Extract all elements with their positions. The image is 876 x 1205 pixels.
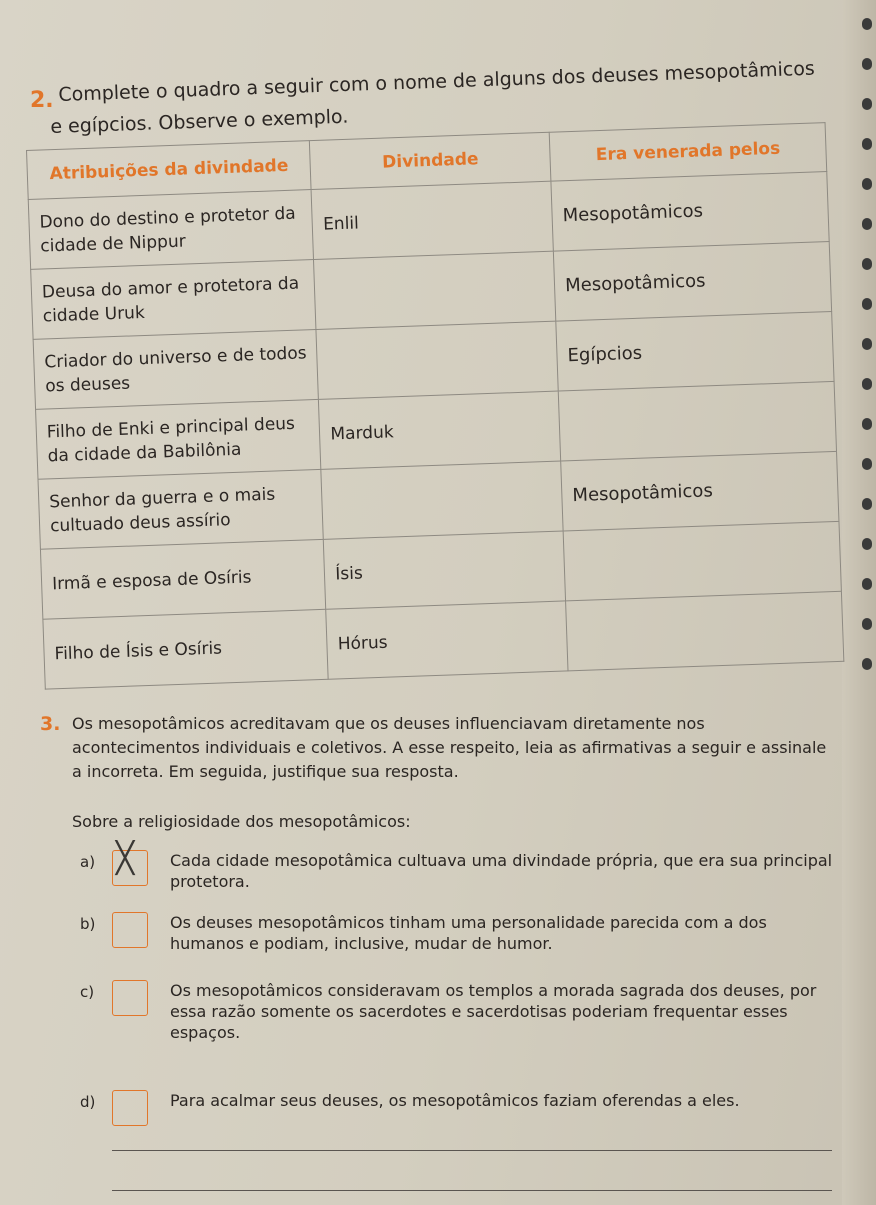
option-letter: a): [80, 853, 96, 871]
option-c: [80, 980, 840, 1043]
cell-venerada[interactable]: [563, 521, 841, 601]
cell-venerada[interactable]: Egípcios: [556, 311, 834, 391]
cell-venerada[interactable]: Mesopotâmicos: [551, 172, 829, 252]
cell-attr: Senhor da guerra e o mais cultuado deus assírio: [38, 469, 324, 549]
header-divindade: Divindade: [310, 132, 551, 189]
option-text: Para acalmar seus deuses, os mesopotâmicos faziam oferendas a eles.: [170, 1091, 740, 1110]
cell-divindade[interactable]: Ísis: [324, 531, 566, 609]
header-venerada: Era venerada pelos: [549, 123, 826, 182]
cell-divindade[interactable]: [316, 321, 558, 399]
q3-text: Os mesopotâmicos acreditavam que os deuses influenciavam diretamente nos acontecimentos individuais e coletivos. A esse respeito, leia as afirmativas a seguir e assinale a incorreta. Em seguida, justifique sua resposta.: [72, 714, 827, 781]
cell-divindade[interactable]: [314, 251, 556, 329]
cell-attr: Filho de Ísis e Osíris: [43, 609, 329, 689]
option-b-checkbox[interactable]: [112, 912, 148, 948]
option-letter: d): [80, 1093, 96, 1111]
cell-attr: Irmã e esposa de Osíris: [40, 539, 326, 619]
header-atribuicoes: Atribuições da divindade: [27, 141, 312, 200]
q2-line1: Complete o quadro a seguir com o nome de alguns dos deuses mesopotâmicos: [58, 57, 816, 106]
cell-divindade[interactable]: [321, 461, 563, 539]
spiral-binding: [842, 0, 876, 1205]
option-b: [80, 912, 840, 954]
answer-line[interactable]: [112, 1190, 832, 1191]
cell-attr: Deusa do amor e protetora da cidade Uruk: [31, 260, 317, 340]
cell-divindade[interactable]: Hórus: [326, 601, 568, 679]
answer-line[interactable]: [112, 1150, 832, 1151]
cell-venerada[interactable]: Mesopotâmicos: [553, 242, 831, 322]
q3-number: 3.: [40, 713, 61, 735]
option-text: Os deuses mesopotâmicos tinham uma personalidade parecida com a dos humanos e podiam, inclusive, mudar de humor.: [170, 913, 767, 953]
cell-venerada[interactable]: [566, 591, 844, 671]
q2-number: 2.: [30, 88, 54, 113]
x-mark-icon: ╳: [116, 841, 135, 876]
deities-table: [26, 122, 846, 730]
cell-divindade[interactable]: Marduk: [319, 391, 561, 469]
option-letter: c): [80, 983, 95, 1001]
option-c-checkbox[interactable]: [112, 980, 148, 1016]
cell-venerada[interactable]: Mesopotâmicos: [561, 451, 839, 531]
cell-attr: Criador do universo e de todos os deuses: [33, 329, 319, 409]
cell-venerada[interactable]: [558, 381, 836, 461]
question-3: [40, 712, 830, 784]
cell-attr: Filho de Enki e principal deus da cidade da Babilônia: [36, 399, 322, 479]
option-a: [80, 841, 840, 892]
option-d-checkbox[interactable]: [112, 1090, 148, 1126]
cell-attr: Dono do destino e protetor da cidade de Nippur: [28, 190, 314, 270]
option-d: [80, 1090, 840, 1111]
option-text: Cada cidade mesopotâmica cultuava uma divindade própria, que era sua principal protetora.: [170, 851, 833, 891]
option-text: Os mesopotâmicos consideravam os templos a morada sagrada dos deuses, por essa razão somente os sacerdotes e sacerdotisas poderiam frequentar esses espaços.: [170, 981, 817, 1042]
option-letter: b): [80, 915, 96, 933]
q3-intro: Sobre a religiosidade dos mesopotâmicos:: [72, 812, 411, 831]
cell-divindade[interactable]: Enlil: [311, 181, 553, 259]
q2-line2: e egípcios. Observe o exemplo.: [50, 105, 349, 138]
